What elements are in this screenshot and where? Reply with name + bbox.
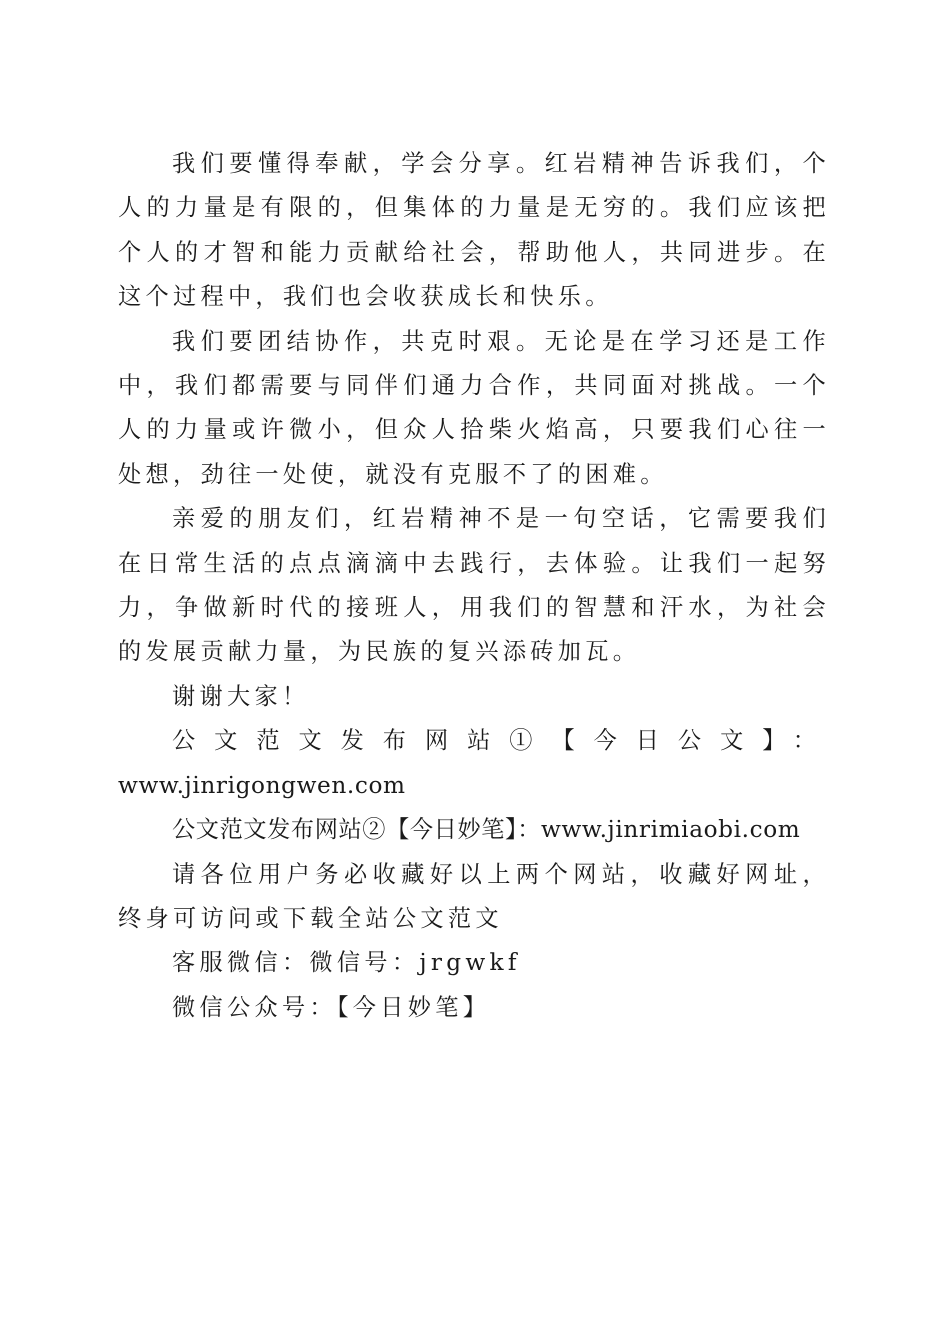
closing-thanks: 谢谢大家！ <box>172 682 310 710</box>
body-paragraph: 我们要团结协作，共克时艰。无论是在学习还是工作中，我们都需要与同伴们通力合作，共同面对挑战。一个人的力量或许微小，但众人拾柴火焰高，只要我们心往一处想，劲往一处使，就没有克服不了的困难。 <box>118 327 830 488</box>
document-page <box>118 142 830 1030</box>
wechat-service: 客服微信：微信号：jrgwkf <box>172 949 521 977</box>
site1-label: 公文范文发布网站①【今日公文】： <box>172 727 830 755</box>
body-paragraph: 我们要懂得奉献，学会分享。红岩精神告诉我们，个人的力量是有限的，但集体的力量是无穷的。我们应该把个人的才智和能力贡献给社会，帮助他人，共同进步。在这个过程中，我们也会收获成长和快乐。 <box>118 150 830 311</box>
site2-label: 公文范文发布网站②【今日妙笔】： <box>172 816 541 844</box>
site2-url-link[interactable]: www.jinrimiaobi.com <box>541 816 801 844</box>
body-paragraph: 亲爱的朋友们，红岩精神不是一句空话，它需要我们在日常生活的点点滴滴中去践行，去体验。让我们一起努力，争做新时代的接班人，用我们的智慧和汗水，为社会的发展贡献力量，为民族的复兴添砖加瓦。 <box>118 505 830 666</box>
site1-url-link[interactable]: www.jinrigongwen.com <box>118 771 406 799</box>
bookmark-notice: 请各位用户务必收藏好以上两个网站，收藏好网址，终身可访问或下载全站公文范文 <box>118 860 830 932</box>
wechat-official-account: 微信公众号：【今日妙笔】 <box>172 993 491 1021</box>
site2-line <box>118 808 830 852</box>
